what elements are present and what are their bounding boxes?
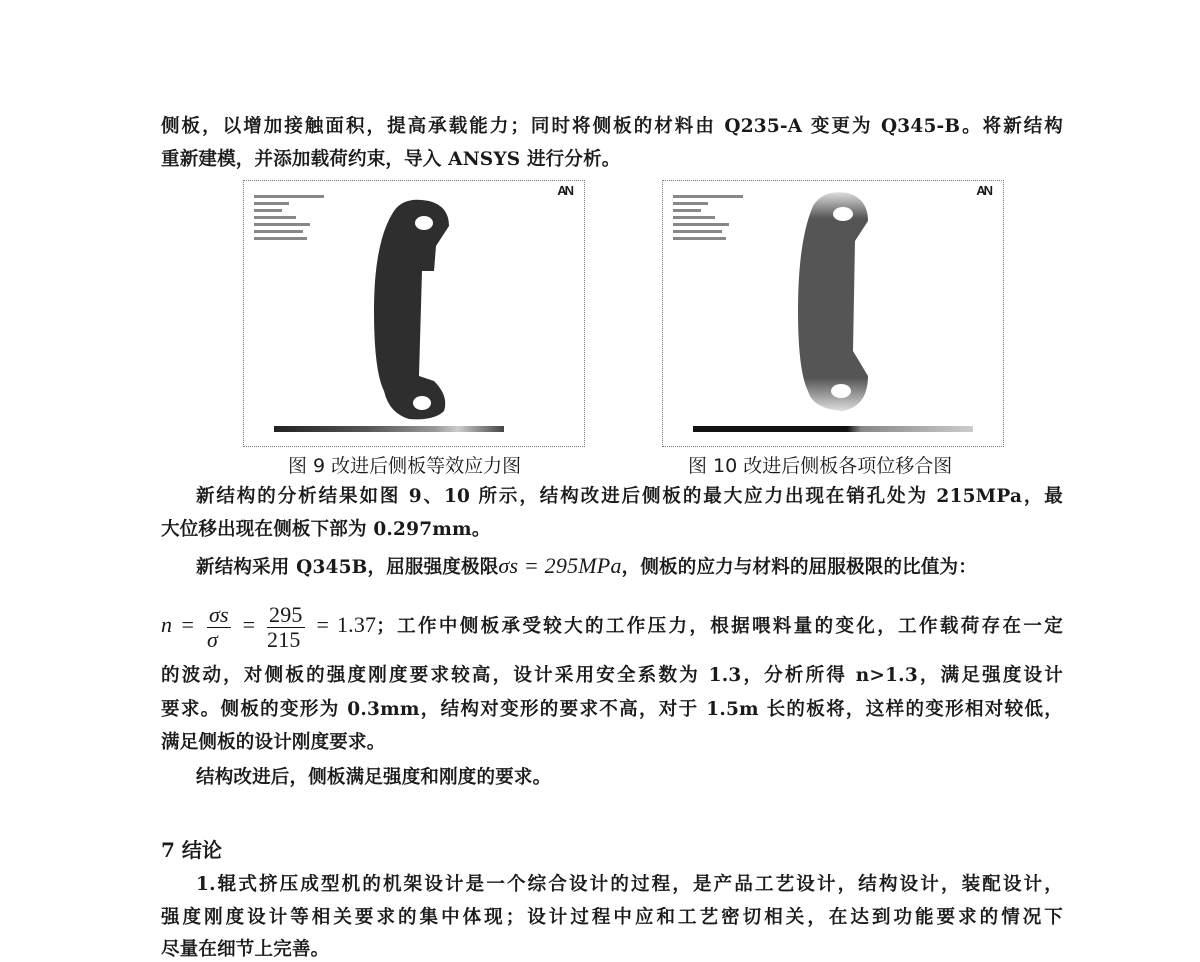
color-legend-bar — [693, 426, 973, 432]
figure-9-stress-plot — [243, 180, 585, 447]
figure-10-displacement-plot — [662, 180, 1004, 447]
formula-lhs: n = — [161, 612, 196, 637]
section-heading: 7 结论 — [161, 838, 222, 862]
text: ，侧板的应力与材料的屈服极限的比值为： — [621, 557, 977, 578]
paragraph-line: 尽量在细节上完善。 — [161, 939, 330, 960]
fraction-values — [267, 603, 305, 652]
denominator: 215 — [267, 626, 301, 652]
yield-strength-expression: σs = 295MPa — [498, 553, 622, 578]
paragraph-line: 的波动，对侧板的强度刚度要求较高，设计采用安全系数为 1.3，分析所得 n>1.3，满足强度设计 — [161, 665, 1063, 686]
intro-line: 重新建模，并添加载荷约束，导入 ANSYS 进行分析。 — [161, 149, 621, 170]
formula-result: = 1.37 — [316, 612, 377, 637]
side-plate-shape — [244, 181, 584, 446]
text: 新结构采用 Q345B，屈服强度极限 — [196, 557, 499, 578]
color-legend-bar — [274, 426, 504, 432]
figure-10-caption: 图 10 改进后侧板各项位移合图 — [688, 455, 953, 477]
paragraph-line: 强度刚度设计等相关要求的集中体现；设计过程中应和工艺密切相关，在达到功能要求的情况下 — [161, 907, 1063, 928]
figure-9-caption: 图 9 改进后侧板等效应力图 — [288, 455, 522, 477]
numerator: σs — [208, 601, 229, 627]
paragraph-line: 大位移出现在侧板下部为 0.297mm。 — [161, 519, 491, 540]
paragraph-line: 满足侧板的设计刚度要求。 — [161, 732, 386, 753]
paragraph-line: 新结构的分析结果如图 9、10 所示，结构改进后侧板的最大应力出现在销孔处为 215MPa，最 — [196, 486, 1063, 507]
text: ；工作中侧板承受较大的工作压力，根据喂料量的变化，工作载荷存在一定 — [376, 616, 1063, 637]
paragraph-line: 要求。侧板的变形为 0.3mm，结构对变形的要求不高，对于 1.5m 长的板将，这样的变形相对较低， — [161, 699, 1063, 720]
ansys-logo: AN — [976, 183, 991, 198]
intro-line: 侧板，以增加接触面积，提高承载能力；同时将侧板的材料由 Q235-A 变更为 Q345-B。将新结构 — [161, 116, 1063, 137]
paragraph-line — [196, 554, 1063, 580]
paragraph-line: 结构改进后，侧板满足强度和刚度的要求。 — [196, 767, 552, 788]
numerator: 295 — [269, 601, 303, 627]
fraction-sigma — [207, 603, 231, 652]
side-plate-shape — [663, 181, 1003, 446]
paragraph-line: 1.辊式挤压成型机的机架设计是一个综合设计的过程，是产品工艺设计，结构设计，装配设计， — [196, 874, 1063, 895]
ansys-logo: AN — [557, 183, 572, 198]
formula-line: n = $\frac{\sigma s}{\sigma}$ = $\frac{295}{215}$ = 1.37；工作中侧板承受较大的工作压力，根据喂料量的变化，工作载荷存在一定 — [161, 601, 1063, 652]
denominator: σ — [206, 626, 219, 652]
